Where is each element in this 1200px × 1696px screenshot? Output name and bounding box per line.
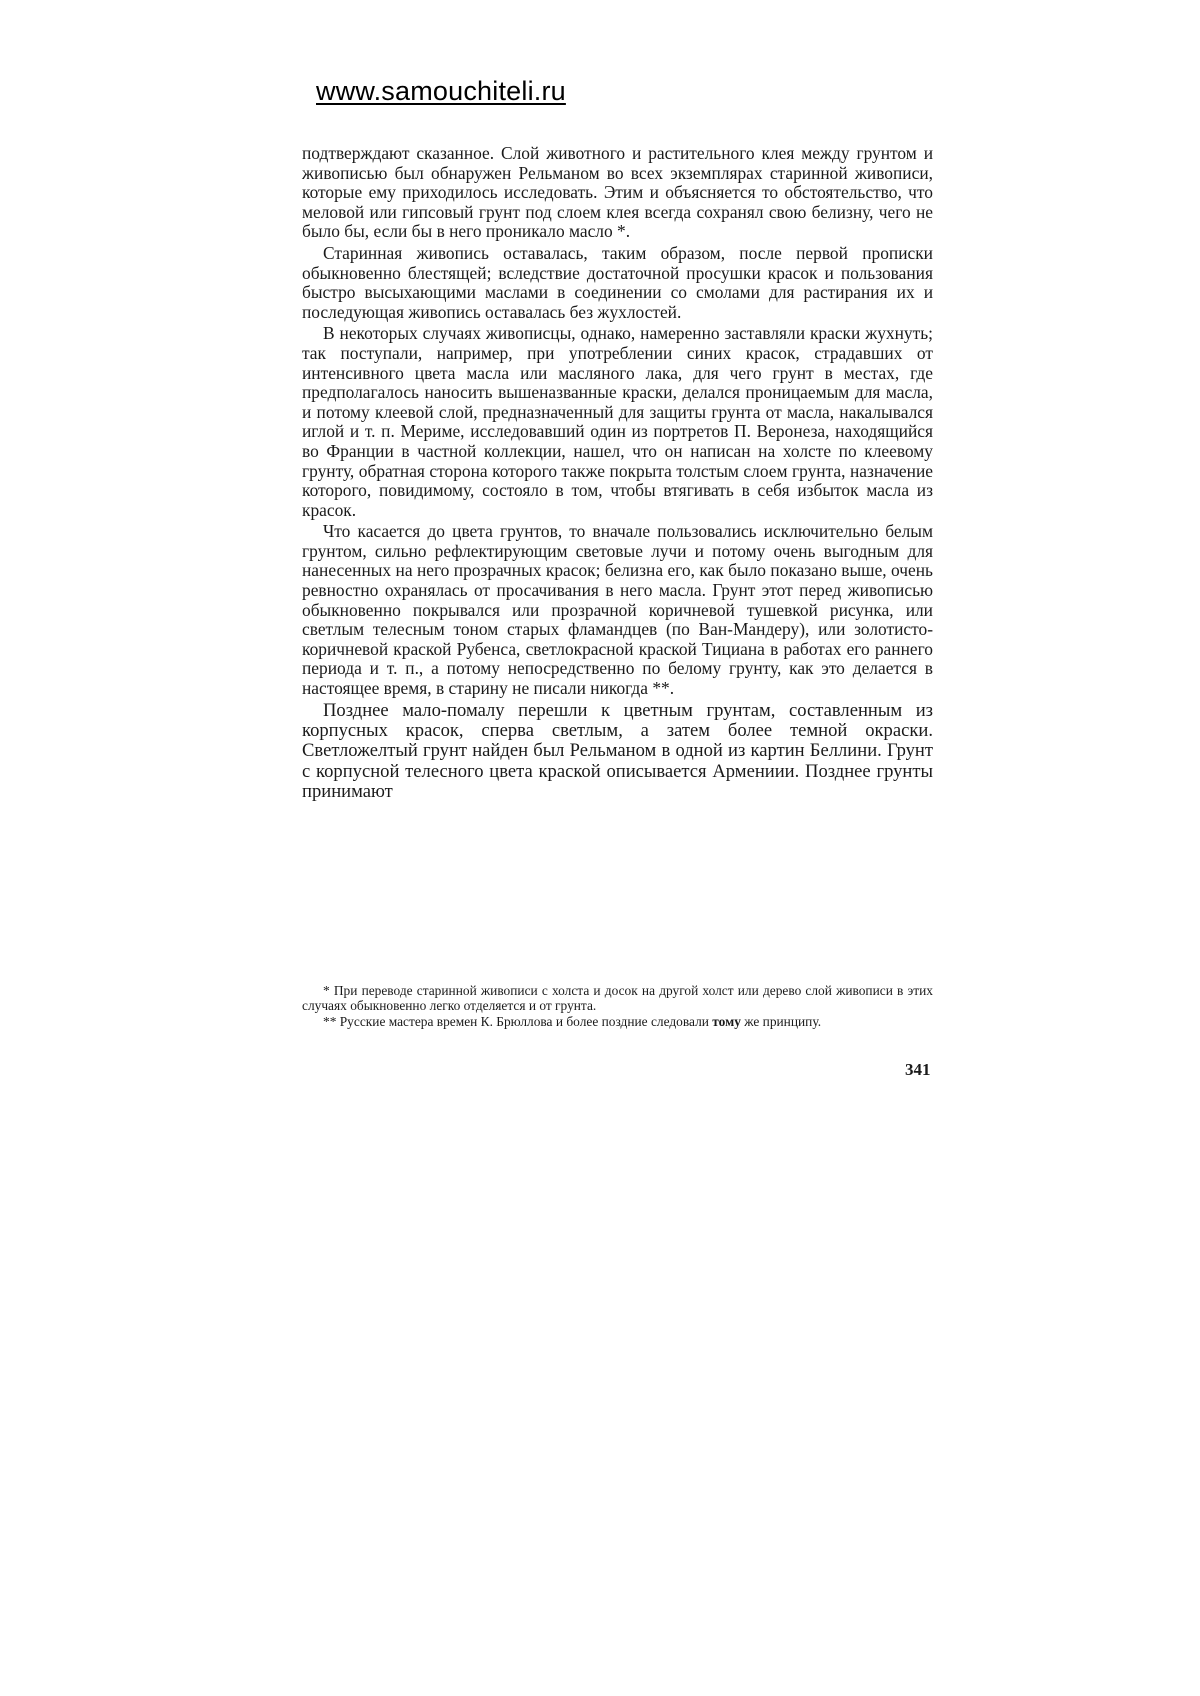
footnotes xyxy=(302,983,933,1031)
footnote-1: * При переводе старинной живописи с холста и досок на другой холст или дерево слой живописи в этих случаях обыкновенно легко отделяется и от грунта. xyxy=(302,983,933,1014)
body-text xyxy=(302,144,933,804)
site-link[interactable]: www.samouchiteli.ru xyxy=(316,76,566,106)
page-number: 341 xyxy=(905,1060,931,1079)
paragraph: В некоторых случаях живописцы, однако, намеренно заставляли краски жухнуть; так поступали, например, при употреблении синих красок, страдавших от интенсивного цвета масла или масляного лака, для чего грунт в местах, где предполагалось наносить вышеназванные краски, делался проницаемым для масла, и потому клеевой слой, предназначенный для защиты грунта от масла, накалывался иглой и т. п. Мериме, исследовавший один из портретов П. Веронеза, находящийся во Франции в частной коллекции, нашел, что он написан на холсте по клеевому грунту, обратная сторона которого также покрыта толстым слоем грунта, назначение которого, повидимому, состояло в том, чтобы втягивать в себя избыток масла из красок. xyxy=(302,323,933,520)
footnote-2-text: ** Русские мастера времен К. Брюллова и более поздние следовали xyxy=(323,1014,713,1030)
paragraph: подтверждают сказанное. Слой животного и растительного клея между грунтом и живописью был обнаружен Рельманом во всех экземплярах старинной живописи, которые ему приходилось исследовать. Этим и объясняется то обстоятельство, что меловой или гипсовый грунт под слоем клея всегда сохранял свою белизну, чего не было бы, если бы в него проникало масло *. xyxy=(302,143,933,242)
footnote-2-tail: же принципу. xyxy=(740,1014,822,1030)
paragraph: Старинная живопись оставалась, таким образом, после первой прописки обыкновенно блестящей; вследствие достаточной просушки красок и пользования быстро высыхающими маслами в соединении со смолами для растирания их и последующая живопись оставалась без жухлостей. xyxy=(302,242,933,322)
paragraph: Позднее мало-помалу перешли к цветным грунтам, составленным из корпусных красок, сперва светлым, а затем более темной окраски. Светложелтый грунт найден был Рельманом в одной из картин Беллини. Грунт с корпусной телесного цвета краской описывается Армениии. Позднее грунты принимают xyxy=(302,699,933,802)
footnote-2 xyxy=(302,1014,933,1029)
footnote-2-emphasis: тому xyxy=(712,1014,741,1030)
paragraph: Что касается до цвета грунтов, то вначале пользовались исключительно белым грунтом, сильно рефлектирующим световые лучи и потому очень выгодным для нанесенных на него прозрачных красок; белизна его, как было показано выше, очень ревностно охранялась от просачивания в него масла. Грунт этот перед живописью обыкновенно покрывался или прозрачной коричневой тушевкой рисунка, или светлым телесным тоном старых фламандцев (по Ван-Мандеру), или золотисто-коричневой краской Рубенса, светлокрасной краской Тициана в работах его раннего периода и т. п., а потому непосредственно по белому грунту, как это делается в настоящее время, в старину не писали никогда **. xyxy=(302,521,933,699)
